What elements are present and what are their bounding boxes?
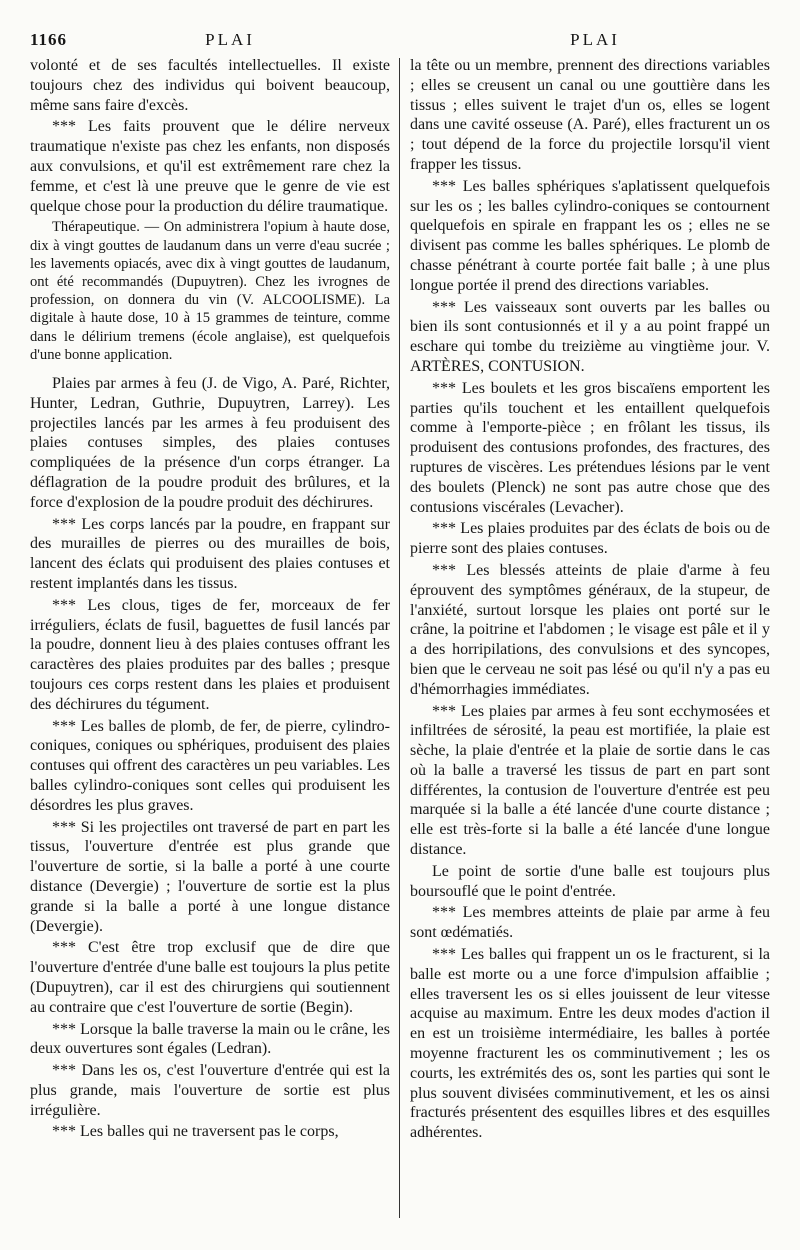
paragraph: *** Les balles qui ne traversent pas le corps, [52,1123,339,1141]
paragraph: *** C'est être trop exclusif que de dire que l'ouverture d'entrée d'une balle est toujours la plus petite (Dupuytren), car il est des chirurgiens qui soutiennent au contraire que c'est l'ouverture de sortie (Begin). [30,939,390,1016]
paragraph: *** Les plaies produites par des éclats de bois ou de pierre sont des plaies contuses. [410,520,770,558]
paragraph: *** Les blessés atteints de plaie d'arme à feu éprouvent des symptômes généraux, de la stupeur, de l'anxiété, surtout lorsque les plaies ont porté sur le crâne, la poitrine et l'abdomen ; le visage est pâle et il y a des horripilations, des convulsions et des syncopes, bien que le cerveau ne soit pas lésé ou qu'il n'y a pas eu d'hémorrhagies immédiates. [410,561,770,698]
paragraph: *** Les boulets et les gros biscaïens emportent les parties qu'ils touchent et les entaillent quelquefois comme à l'emporte-pièce ; en frôlant les tissus, ils produisent des contusions profondes, des fractures, des ruptures de viscères. Les prétendues lésions par le vent des boulets (Plenck) ne sont pas autre chose que des contusions viscérales (Levacher). [410,379,770,516]
paragraph: *** Les plaies par armes à feu sont ecchymosées et infiltrées de sérosité, la peau est mortifiée, la plaie est sèche, la plaie d'entrée et la plaie de sortie dans le cas où la balle a traversé les tissus de part en part sont différentes, la contusion de l'ouverture d'entrée est peu marquée si la balle a été lancée d'une courte distance ; elle est très-forte si la balle a été lancée d'une longue distance. [410,702,770,859]
paragraph: *** Les balles qui frappent un os le fracturent, si la balle est morte ou a une force d'impulsion affaiblie ; elles traversent les os si elles jouissent de leur vitesse acquise au maximum. Entre les deux modes d'action il en est un troisième intermédiaire, les balles à portée moyenne fracturent les os comminutivement ; les os courts, les extrémités des os, sont les parties qui sont le plus souvent divisées comminutivement, et les os ainsi fracturés présentent des esquilles libres et des esquilles adhérentes. [410,946,770,1142]
paragraph: Le point de sortie d'une balle est toujours plus boursouflé que le point d'entrée. [410,862,770,900]
section-heading-plaies-armes-a-feu: Plaies par armes à feu (J. de Vigo, A. Paré, Richter, Hunter, Ledran, Guthrie, Dupuytren, Larrey). Les projectiles lancés par les armes à feu produisent des plaies contuses simples, des plaies contuses compliquées de la présence d'un corps étranger. La déflagration de la poudre produit des brûlures, et la force d'explosion de la poudre produit des déchirures. [30,375,390,511]
running-head-left: PLAI [205,30,255,49]
paragraph: *** Les membres atteints de plaie par arme à feu sont œdématiés. [410,904,770,942]
paragraph: la tête ou un membre, prennent des directions variables ; elles se creusent un canal ou une gouttière dans les tissus ; elles suivent le trajet d'un os, elles se logent dans une cavité osseuse (A. Paré), elles fracturent un os ; tout dépend de la force du projectile lorsqu'il vient frapper les tissus. [410,57,770,173]
therapeutique-paragraph: Thérapeutique. — On administrera l'opium à haute dose, dix à vingt gouttes de laudanum dans un verre d'eau sucrée ; les lavements opiacés, avec dix à vingt gouttes de laudanum, ont été recommandés (Dupuytren). Chez les ivrognes de profession, on donnera du vin (V. ALCOOLISME). La digitale à haute dose, 10 à 15 grammes de teinture, comme dans le délirium tremens (école anglaise), est quelquefois d'une bonne application. [30,219,390,363]
column-divider [399,58,400,1218]
paragraph: *** Les balles sphériques s'aplatissent quelquefois sur les os ; les balles cylindro-coniques se contournent quelquefois en spirale en frappant les os ; elles ne se divisent pas comme les balles sphériques. Le plomb de chasse pénétrant à courte portée fait balle ; à une plus longue portée il prend des directions variables. [410,177,770,294]
paragraph: *** Les clous, tiges de fer, morceaux de fer irréguliers, éclats de fusil, baguettes de fusil lancés par la poudre, donnent lieu à des plaies contuses offrant les caractères des plaies produites par des balles ; presque toujours ces corps restent dans les plaies et produisent des déchirures du tégument. [30,596,390,713]
paragraph: *** Les balles de plomb, de fer, de pierre, cylindro-coniques, coniques ou sphériques, produisent des plaies contuses qui offrent des caractères un peu variables. Les balles cylindro-coniques sont celles qui produisent les désordres les plus graves. [30,717,391,814]
paragraph: *** Lorsque la balle traverse la main ou le crâne, les deux ouvertures sont égales (Ledran). [30,1020,390,1058]
page-header [0,30,800,54]
paragraph: *** Les faits prouvent que le délire nerveux traumatique n'existe pas chez les enfants, non disposés aux convulsions, et qu'il est extrêmement rare chez la femme, et c'est là une preuve que le genre de vie est quelque chose pour la production du délire traumatique. [30,118,390,215]
paragraph: *** Les corps lancés par la poudre, en frappant sur des murailles de pierres ou des murailles de bois, lancent des éclats qui produisent des plaies contuses et restent implantés dans les tissus. [30,515,390,592]
paragraph: *** Dans les os, c'est l'ouverture d'entrée qui est la plus grande, mais l'ouverture de sortie est plus irrégulière. [30,1062,390,1119]
left-column [30,56,390,1144]
right-column [410,56,770,1145]
paragraph: volonté et de ses facultés intellectuelles. Il existe toujours chez des individus qui boivent beaucoup, même sans faire d'excès. [30,57,390,114]
page-number: 1166 [30,30,68,49]
paragraph: *** Si les projectiles ont traversé de part en part les tissus, l'ouverture d'entrée est plus grande que l'ouverture de sortie, si la balle a porté à une courte distance (Devergie) ; l'ouverture de sortie est la plus grande si la balle a porté à une longue distance (Devergie). [30,818,390,935]
running-head-right: PLAI [570,30,620,49]
paragraph: *** Les vaisseaux sont ouverts par les balles ou bien ils sont contusionnés et il y a au point frappé un eschare qui tombe du treizième au vingtième jour. V. ARTÈRES, CONTUSION. [410,298,770,375]
